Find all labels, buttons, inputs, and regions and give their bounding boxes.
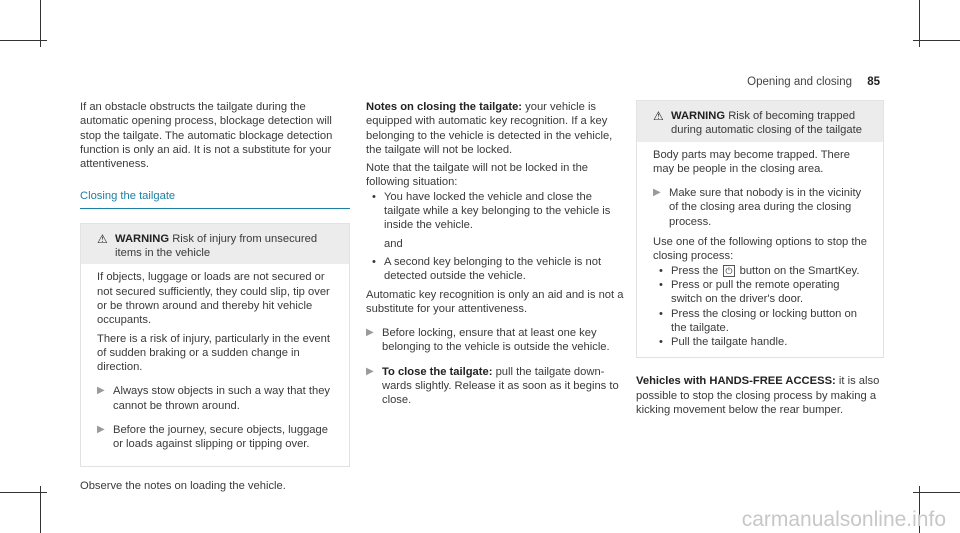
instruction-step: ▶ Always stow objects in such a way that they cannot be thrown around. bbox=[97, 385, 331, 412]
warning-title: Risk of becoming trapped during automatic closing of the tailgate bbox=[671, 110, 862, 137]
column-1 bbox=[80, 100, 350, 493]
smartkey-button-icon: ⏻ bbox=[725, 265, 733, 276]
warning-header bbox=[81, 224, 349, 265]
warning-paragraph: Use one of the following options to stop the closing process: bbox=[653, 236, 867, 263]
warning-label: WARNING bbox=[115, 232, 170, 245]
bullet-icon: • bbox=[659, 278, 663, 291]
page-header bbox=[747, 75, 880, 89]
page-number: 85 bbox=[867, 76, 880, 88]
warning-title: Risk of injury from unsecured items in the vehicle bbox=[115, 232, 318, 260]
arrow-icon: ▶ bbox=[653, 187, 661, 199]
warning-box bbox=[80, 223, 350, 467]
note-paragraph: Note that the tailgate will not be locked in the following situation: bbox=[366, 162, 589, 189]
step-label: To close the tailgate: bbox=[382, 365, 493, 378]
column-3 bbox=[636, 100, 884, 417]
instruction-step: ▶ Before the journey, secure objects, luggage or loads against slipping or tipping over. bbox=[97, 424, 328, 451]
crop-mark bbox=[913, 492, 960, 493]
section-title: Opening and closing bbox=[747, 76, 852, 88]
column-2 bbox=[366, 100, 624, 414]
notes-text: your vehicle is equipped with automatic key recognition. If a key belonging to the vehicle is detected in the vehicle, the tailgate will not be locked. bbox=[366, 101, 613, 156]
intro-paragraph: If an obstacle obstructs the tailgate during the automatic opening process, blockage detection will stop the tailgate. The automatic blockage detection function is only an aid. It is not a substitute for your attentiveness. bbox=[80, 101, 333, 171]
arrow-icon: ▶ bbox=[366, 327, 374, 339]
warning-header bbox=[637, 101, 883, 142]
warning-paragraph: Body parts may become trapped. There may be people in the closing area. bbox=[653, 148, 850, 175]
list-item: • You have locked the vehicle and close the tailgate while a key belonging to the vehicle is inside the vehicle. bbox=[366, 190, 624, 233]
arrow-icon: ▶ bbox=[97, 424, 105, 436]
warning-paragraph: If objects, luggage or loads are not secured or not secured sufficiently, they could slip, tip over or be thrown around and thereby hit vehicle occupants. bbox=[97, 271, 330, 327]
warning-label: WARNING bbox=[671, 110, 726, 122]
instruction-step: ▶ To close the tailgate: pull the tailgate down-wards slightly. Release it as soon as it begins to close. bbox=[366, 365, 619, 407]
warning-paragraph: There is a risk of injury, particularly in the event of sudden braking or a sudden change in direction. bbox=[97, 332, 330, 374]
notes-paragraph bbox=[366, 100, 624, 157]
crop-mark bbox=[40, 486, 41, 533]
watermark: carmanualsonline.info bbox=[741, 507, 946, 531]
bullet-icon: • bbox=[659, 336, 663, 349]
footer-note: Observe the notes on loading the vehicle. bbox=[80, 479, 286, 492]
crop-mark bbox=[913, 40, 960, 41]
list-item: • Press or pull the remote operating switch on the driver's door. bbox=[653, 278, 873, 307]
bullet-icon: • bbox=[659, 264, 663, 277]
arrow-icon: ▶ bbox=[366, 365, 374, 377]
conjunction: and bbox=[384, 237, 403, 250]
section-link-closing-tailgate[interactable]: Closing the tailgate bbox=[80, 189, 350, 208]
bullet-icon: • bbox=[659, 307, 663, 320]
list-item: • Press the ⏻ button on the SmartKey. bbox=[653, 264, 873, 278]
list-item: • Press the closing or locking button on the tailgate. bbox=[653, 307, 873, 336]
crop-mark bbox=[0, 40, 47, 41]
aid-paragraph: Automatic key recognition is only an aid and is not a substitute for your attentiveness. bbox=[366, 288, 624, 315]
instruction-step: ▶ Before locking, ensure that at least one key belonging to the vehicle is outside the vehicle. bbox=[366, 327, 610, 354]
arrow-icon: ▶ bbox=[97, 385, 105, 397]
list-item: • A second key belonging to the vehicle is not detected outside the vehicle. bbox=[366, 255, 624, 284]
warning-body bbox=[81, 264, 349, 465]
bullet-icon: • bbox=[372, 190, 376, 203]
notes-label: Notes on closing the tailgate: bbox=[366, 101, 523, 113]
warning-body bbox=[637, 142, 883, 358]
list-item: • Pull the tailgate handle. bbox=[653, 335, 873, 349]
warning-icon: ⚠ bbox=[97, 231, 108, 246]
crop-mark bbox=[0, 492, 47, 493]
bullet-icon: • bbox=[372, 255, 376, 268]
hands-free-paragraph bbox=[636, 374, 884, 417]
hands-free-label: Vehicles with HANDS-FREE ACCESS: bbox=[636, 375, 836, 388]
warning-icon: ⚠ bbox=[653, 109, 664, 123]
warning-box bbox=[636, 100, 884, 358]
instruction-step: ▶ Make sure that nobody is in the vicinity of the closing area during the closing process. bbox=[653, 187, 862, 228]
hands-free-text: it is also possible to stop the closing process by making a kicking movement below the rear bumper. bbox=[636, 375, 880, 417]
